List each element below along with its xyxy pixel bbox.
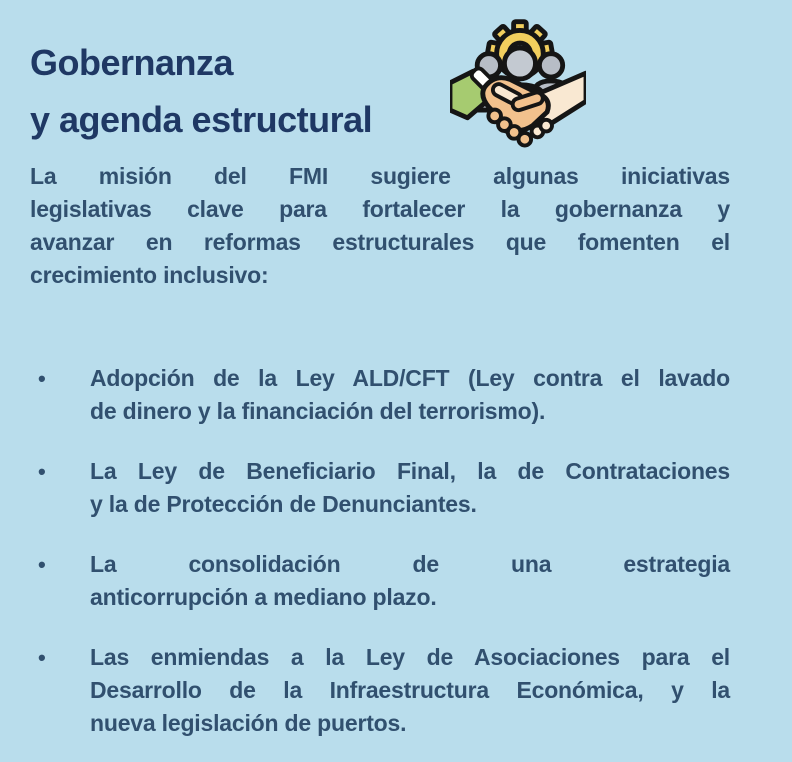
bullet-text	[90, 455, 730, 521]
bullet-text	[90, 641, 730, 740]
list-item	[30, 455, 730, 521]
intro-paragraph	[30, 160, 730, 292]
bullet-line: nueva legislación de puertos.	[90, 710, 407, 736]
bullet-line: La consolidación de una estrategia	[90, 551, 730, 577]
content-area	[30, 160, 730, 762]
bullet-text	[90, 548, 730, 614]
bullet-marker: •	[38, 366, 46, 391]
page-title	[30, 34, 460, 148]
bullet-line: Adopción de la Ley ALD/CFT (Ley contra el lavado	[90, 365, 730, 391]
bullet-line: de dinero y la financiación del terrorismo).	[90, 398, 546, 424]
bullet-marker: •	[38, 645, 46, 670]
initiatives-list	[30, 362, 730, 740]
intro-line: crecimiento inclusivo:	[30, 262, 269, 288]
title-line-1: Gobernanza	[30, 42, 234, 83]
list-item	[30, 362, 730, 428]
title-line-2: y agenda estructural	[30, 99, 373, 140]
bullet-line: Desarrollo de la Infraestructura Económica, y la	[90, 677, 730, 703]
bullet-line: Las enmiendas a la Ley de Asociaciones para el	[90, 644, 730, 670]
bullet-marker: •	[38, 459, 46, 484]
bullet-text	[90, 362, 730, 428]
intro-line: La misión del FMI sugiere algunas iniciativas	[30, 163, 730, 189]
intro-line: avanzar en reformas estructurales que fomenten el	[30, 229, 730, 255]
list-item	[30, 548, 730, 614]
bullet-line: La Ley de Beneficiario Final, la de Contrataciones	[90, 458, 730, 484]
bullet-line: y la de Protección de Denunciantes.	[90, 491, 477, 517]
bullet-marker: •	[38, 552, 46, 577]
list-item	[30, 641, 730, 740]
bullet-line: anticorrupción a mediano plazo.	[90, 584, 437, 610]
handshake-people-gear-icon	[450, 4, 586, 152]
intro-line: legislativas clave para fortalecer la gobernanza y	[30, 196, 730, 222]
